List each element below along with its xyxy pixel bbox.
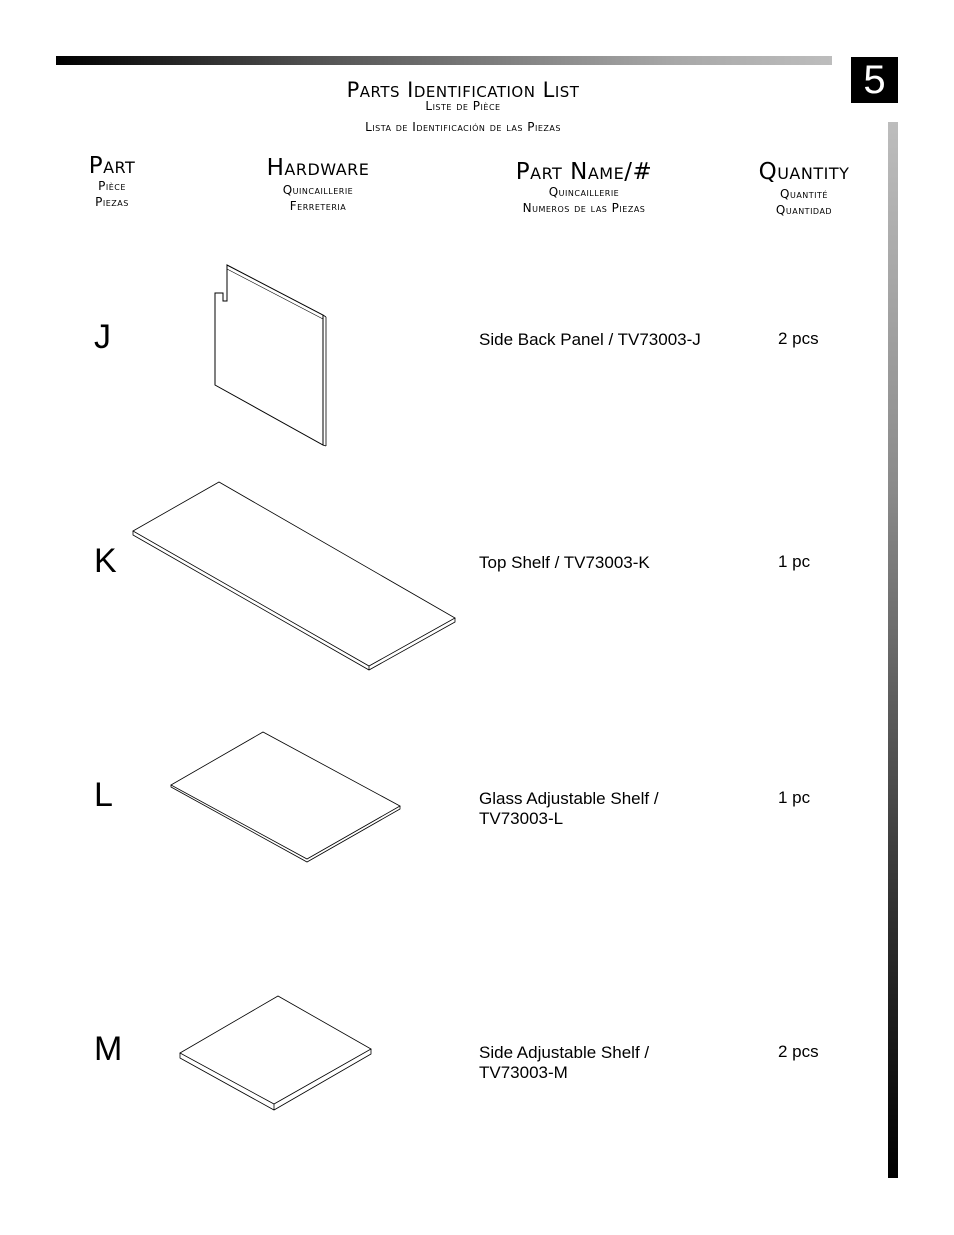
- column-header-part-fr: Pièce: [98, 179, 126, 193]
- part-quantity-j: 2 pcs: [778, 329, 819, 348]
- column-header-quantity-label: Quantity: [758, 159, 850, 185]
- part-letter-l: L: [94, 776, 113, 814]
- page-subtitle-fr: Liste de Pièce: [425, 99, 501, 113]
- part-name-m-line2: TV73003-M: [479, 1063, 568, 1082]
- column-header-part: [52, 154, 172, 210]
- column-header-hardware-label: Hardware: [266, 155, 370, 181]
- part-letter-j: J: [94, 318, 111, 356]
- side-shelf-illustration: [174, 992, 378, 1116]
- column-header-hardware: [218, 156, 418, 214]
- header-gradient-bar: [56, 56, 832, 65]
- part-name-m-line1: Side Adjustable Shelf /: [479, 1043, 650, 1062]
- part-letter-m: M: [94, 1030, 123, 1068]
- part-quantity-k: 1 pc: [778, 552, 811, 571]
- part-quantity-l: 1 pc: [778, 788, 811, 807]
- column-header-hardware-fr: Quincaillerie: [282, 183, 354, 197]
- top-shelf-illustration: [128, 478, 460, 674]
- side-back-panel-illustration: [205, 260, 335, 452]
- page-title: Parts Identification List: [346, 78, 580, 102]
- column-header-quantity-es: Quantidad: [775, 203, 833, 217]
- column-header-part-es: Piezas: [95, 195, 129, 209]
- part-quantity-m: 2 pcs: [778, 1042, 819, 1061]
- column-header-hardware-es: Ferreteria: [289, 199, 347, 213]
- column-header-quantity: [729, 160, 879, 218]
- part-name-l: [479, 789, 729, 829]
- column-header-quantity-fr: Quantité: [780, 187, 828, 201]
- column-header-part-name: [469, 160, 699, 216]
- part-name-l-line2: TV73003-L: [479, 809, 564, 828]
- column-header-part-label: Part: [88, 153, 136, 179]
- part-name-m: [479, 1043, 729, 1083]
- part-name-k: [479, 553, 729, 573]
- side-gradient-bar: [888, 122, 898, 1178]
- part-name-k-line1: Top Shelf / TV73003-K: [479, 553, 650, 572]
- column-header-part-name-fr: Quincaillerie: [548, 185, 620, 199]
- part-name-j: [479, 330, 729, 350]
- part-name-l-line1: Glass Adjustable Shelf /: [479, 789, 659, 808]
- part-name-j-line1: Side Back Panel / TV73003-J: [479, 330, 701, 349]
- glass-shelf-illustration: [166, 728, 406, 872]
- column-header-part-name-label: Part Name/#: [515, 159, 653, 185]
- page-subtitle-es: Lista de Identificación de las Piezas: [365, 120, 561, 134]
- part-letter-k: K: [94, 542, 117, 580]
- page-number: 5: [851, 57, 898, 103]
- column-header-part-name-es: Numeros de las Piezas: [522, 201, 646, 215]
